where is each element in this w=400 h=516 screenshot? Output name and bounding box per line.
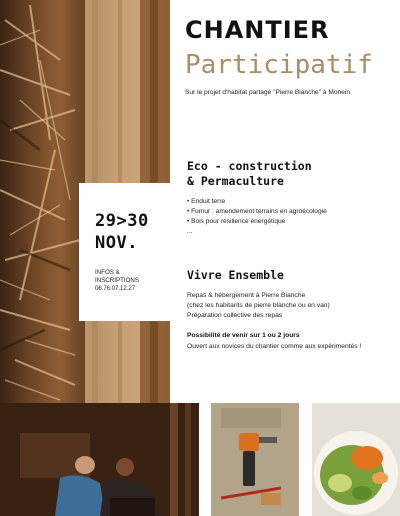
phone-number: 06.76.07.12.27: [95, 286, 136, 292]
eco-title-line-1: Eco - construction: [187, 159, 312, 173]
title-chantier: CHANTIER: [185, 16, 330, 44]
vivre-line: (chez les habitants de pierre blanche ou en van): [187, 302, 330, 309]
list-item: • Fumur : amendement terrains en agroécologie: [187, 208, 327, 215]
possible-heading: Possibilité de venir sur 1 ou 2 jours: [187, 332, 300, 339]
vivre-section-title: Vivre Ensemble: [187, 268, 284, 282]
food-photo: [312, 403, 400, 516]
date-card: [79, 183, 170, 321]
vivre-line: Repas & hébergement à Pierre Blanche: [187, 292, 306, 299]
eco-list: [187, 197, 327, 237]
subtitle: Sur le projet d'habitat partagé "Pierre Blanche" à Monein: [185, 89, 351, 96]
info-label: [95, 269, 165, 285]
event-month: NOV.: [95, 233, 138, 253]
eco-section-title: [187, 159, 387, 189]
possible-text: Ouvert aux novices du chantier comme aux expérimentés !: [187, 343, 362, 350]
vivre-line: Préparation collective des repas: [187, 312, 283, 319]
info-label-line-1: INFOS &: [95, 269, 120, 276]
vivre-text: [187, 291, 392, 321]
workshop-photo: [0, 403, 199, 516]
title-participatif: Participatif: [185, 50, 373, 80]
info-label-line-2: INSCRIPTIONS: [95, 277, 140, 284]
eco-title-line-2: & Permaculture: [187, 174, 284, 188]
list-item: • Enduit terre: [187, 198, 226, 205]
event-days: 29>30: [95, 211, 149, 231]
list-item: • Bois pour résilience énergétique: [187, 218, 286, 225]
list-item: ...: [187, 228, 193, 235]
tools-photo: [211, 403, 299, 516]
event-dates: [95, 210, 165, 254]
